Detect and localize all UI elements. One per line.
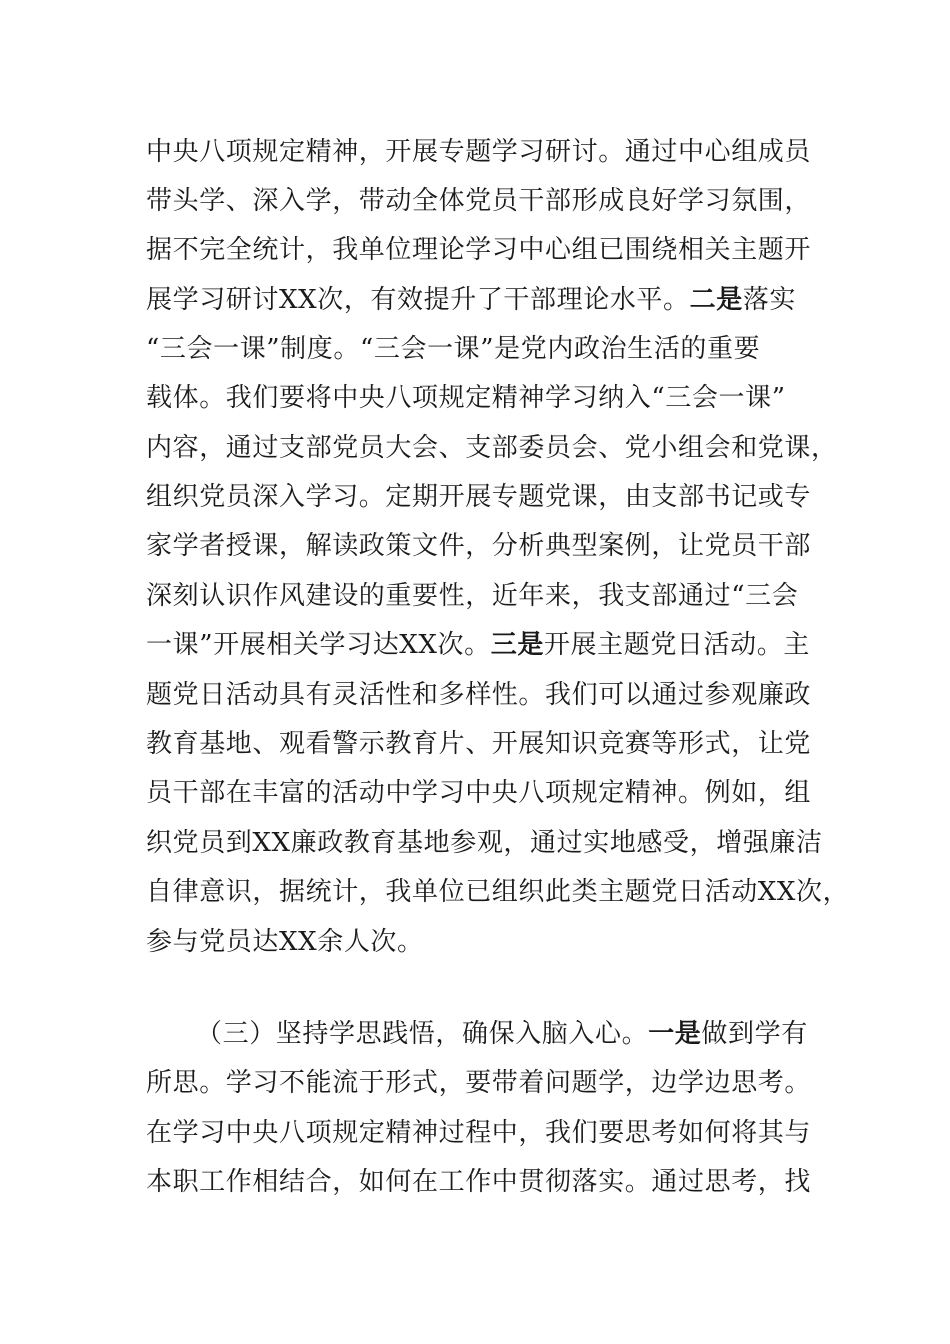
line-text: 所思。学习不能流于形式，要带着问题学，边学边思考。 — [146, 1068, 812, 1098]
line-text: 做到学有 — [701, 1019, 808, 1049]
line-text: 本职工作相结合，如何在工作中贯彻落实。通过思考，找 — [146, 1167, 812, 1197]
text-line — [146, 819, 823, 867]
text-line — [146, 424, 838, 472]
text-line — [146, 1059, 811, 1107]
text-line — [146, 868, 849, 916]
line-text: 教育基地、观看警示教育片、开展知识竞赛等形式，让党 — [146, 729, 812, 759]
line-text: 内容，通过支部党员大会、支部委员会、党小组会和党课， — [146, 433, 838, 463]
text-line — [146, 769, 811, 817]
text-line — [146, 374, 786, 422]
text-line — [146, 1158, 811, 1206]
line-text: 展学习研讨XX次，有效提升了干部理论水平。 — [146, 285, 690, 315]
line-text: 一课”开展相关学习达XX次。 — [146, 630, 491, 660]
line-text: 在学习中央八项规定精神过程中，我们要思考如何将其与 — [146, 1118, 812, 1148]
section-heading: （三）坚持学思践悟，确保入脑入心。 — [196, 1019, 649, 1049]
line-text: “三会一课”制度。“三会一课”是党内政治生活的重要 — [146, 334, 761, 364]
text-line — [146, 621, 810, 669]
line-text: 载体。我们要将中央八项规定精神学习纳入“三会一课” — [146, 383, 786, 413]
line-text: 中央八项规定精神，开展专题学习研讨。通过中心组成员 — [146, 137, 812, 167]
text-line — [146, 572, 798, 620]
text-line — [146, 473, 811, 521]
bold-marker: 一是 — [648, 1019, 702, 1049]
line-text: 题党日活动具有灵活性和多样性。我们可以通过参观廉政 — [146, 680, 812, 710]
text-line — [146, 226, 811, 274]
line-text: 据不完全统计，我单位理论学习中心组已围绕相关主题开 — [146, 235, 812, 265]
line-text: 自律意识，据统计，我单位已组织此类主题党日活动XX次， — [146, 877, 850, 907]
bold-marker: 二是 — [689, 285, 743, 315]
line-text: 员干部在丰富的活动中学习中央八项规定精神。例如，组 — [146, 778, 812, 808]
line-text: 参与党员达XX余人次。 — [146, 927, 424, 957]
text-line — [146, 918, 424, 966]
text-line — [146, 522, 811, 570]
text-line — [146, 276, 796, 324]
line-text: 家学者授课，解读政策文件，分析典型案例，让党员干部 — [146, 531, 812, 561]
section-heading-line — [196, 1010, 808, 1058]
text-line — [146, 177, 811, 225]
text-line — [146, 325, 760, 373]
line-text: 带头学、深入学，带动全体党员干部形成良好学习氛围， — [146, 186, 812, 216]
text-line — [146, 128, 811, 176]
text-line — [146, 1109, 811, 1157]
text-line — [146, 720, 811, 768]
line-text: 织党员到XX廉政教育基地参观，通过实地感受，增强廉洁 — [146, 828, 823, 858]
line-text: 深刻认识作风建设的重要性，近年来，我支部通过“三会 — [146, 581, 799, 611]
line-text: 落实 — [742, 285, 797, 315]
line-text: 开展主题党日活动。主 — [543, 630, 810, 660]
bold-marker: 三是 — [490, 630, 544, 660]
text-line — [146, 671, 811, 719]
line-text: 组织党员深入学习。定期开展专题党课，由支部书记或专 — [146, 482, 812, 512]
